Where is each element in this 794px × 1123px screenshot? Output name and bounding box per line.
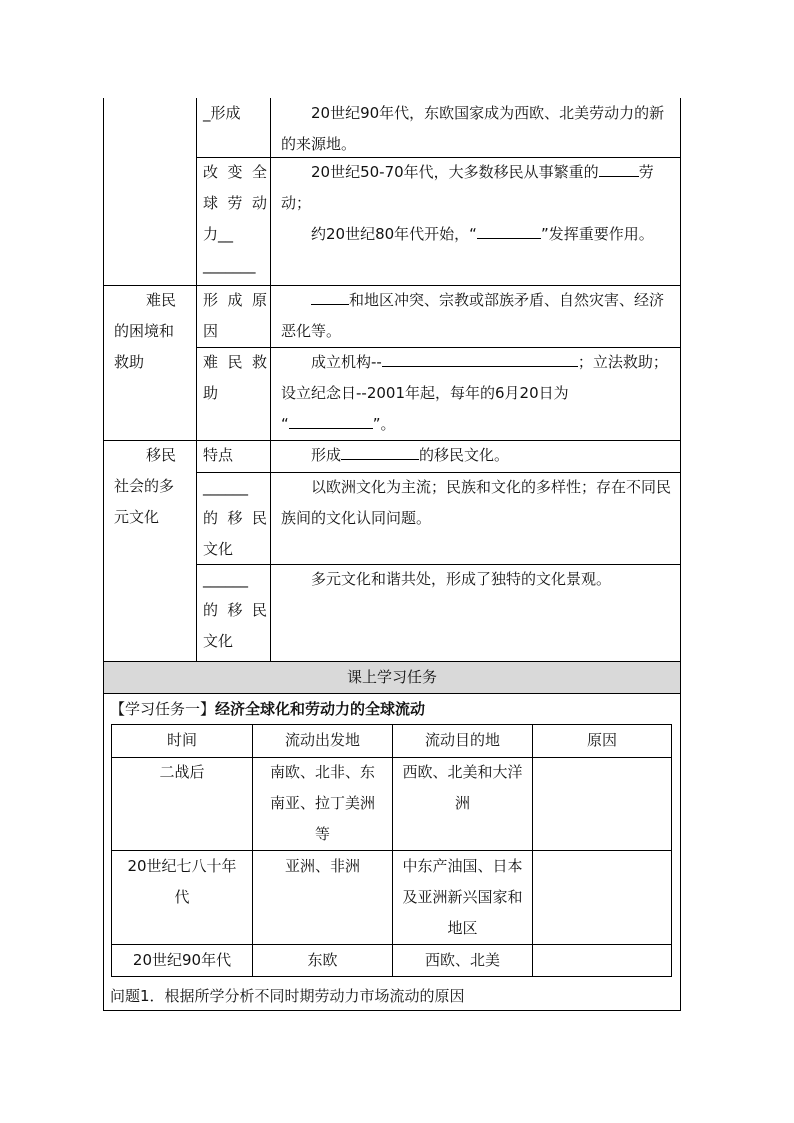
table-cell-destination xyxy=(393,757,532,819)
row2-text: ”发挥重要作用。 xyxy=(540,225,654,243)
grid-line xyxy=(270,98,271,662)
fill-blank[interactable] xyxy=(289,410,373,429)
header-destination: 流动目的地 xyxy=(424,731,500,749)
row2-sub-line: _______ xyxy=(203,256,256,274)
row6-sub-line: ______ xyxy=(203,478,248,496)
question-1: 问题1．根据所学分析不同时期劳动力市场流动的原因 xyxy=(110,987,465,1005)
grid-line xyxy=(671,724,672,977)
table-cell-origin xyxy=(253,757,392,850)
row2-text: 劳动； xyxy=(281,163,654,212)
row5-subcategory: 特点 xyxy=(203,446,234,464)
task-title: 经济全球化和劳动力的全球流动 xyxy=(215,700,426,718)
cell-line: 代 xyxy=(174,888,190,906)
row7-sub-line: 的移民 xyxy=(203,601,267,619)
header-reason: 原因 xyxy=(586,731,617,749)
row5-text: 的移民文化。 xyxy=(419,446,510,464)
cell-line: 地区 xyxy=(447,919,478,937)
table-cell-time: 二战后 xyxy=(159,763,205,781)
section-banner: 课上学习任务 xyxy=(104,662,680,693)
row4-subcategory xyxy=(203,347,267,409)
cell-line: 等 xyxy=(314,825,330,843)
row5-content xyxy=(281,440,671,471)
table-cell-origin: 亚洲、非洲 xyxy=(284,857,360,875)
row6-sub-line: 的移民 xyxy=(203,509,267,527)
row6-content: 以欧洲文化为主流；民族和文化的多样性；存在不同民族间的文化认同问题。 xyxy=(281,478,672,527)
category-line: 难民 xyxy=(146,291,177,309)
row3-subcategory xyxy=(203,285,267,347)
grid-line xyxy=(532,724,533,977)
row2-sub-line: 球劳动 xyxy=(203,194,267,212)
category-line: 社会的多 xyxy=(114,477,175,495)
worksheet-page xyxy=(103,98,681,1011)
row2-sub-line: 力__ xyxy=(203,225,234,243)
row7-sub-line: ______ xyxy=(203,570,248,588)
fill-blank[interactable] xyxy=(477,220,541,239)
row2-sub-line: 改变全 xyxy=(203,163,267,181)
category-line: 救助 xyxy=(114,353,145,371)
row4-text: “ xyxy=(281,415,289,433)
cell-line: 20世纪七八十年 xyxy=(127,857,237,875)
row3-sub-line: 因 xyxy=(203,322,219,340)
category-immigrant xyxy=(114,440,196,533)
row1-content: 20世纪90年代，东欧国家成为西欧、北美劳动力的新的来源地。 xyxy=(281,104,665,153)
fill-blank[interactable] xyxy=(341,441,419,460)
table-cell-origin: 东欧 xyxy=(307,951,338,969)
header-time: 时间 xyxy=(166,731,197,749)
row4-sub-line: 难民救 xyxy=(203,353,267,371)
cell-line: 西欧、北美和大洋 xyxy=(402,763,523,781)
table-cell-time xyxy=(112,851,252,913)
fill-blank[interactable] xyxy=(311,286,349,305)
row3-content xyxy=(281,285,671,347)
task-bracket: 【学习任务一】 xyxy=(110,700,216,718)
cell-line: 洲 xyxy=(454,794,470,812)
fill-blank[interactable] xyxy=(599,158,639,177)
row2-text: 约20世纪80年代开始，“ xyxy=(311,225,477,243)
row6-subcategory xyxy=(203,472,267,565)
task-heading xyxy=(110,696,425,722)
row2-subcategory xyxy=(203,157,267,281)
table-cell-destination xyxy=(393,851,532,944)
category-line: 的困境和 xyxy=(114,322,175,340)
row4-sub-line: 助 xyxy=(203,384,219,402)
row4-content-c xyxy=(281,409,671,440)
row3-sub-line: 形成原 xyxy=(203,291,267,309)
category-line: 移民 xyxy=(146,446,177,464)
fill-blank[interactable] xyxy=(382,348,578,367)
row4-text: 成立机构-- xyxy=(311,353,382,371)
category-line: 元文化 xyxy=(114,508,160,526)
row7-sub-line: 文化 xyxy=(203,632,234,650)
row6-sub-line: 文化 xyxy=(203,540,234,558)
cell-line: 中东产油国、日本 xyxy=(402,857,523,875)
table-cell-destination: 西欧、北美 xyxy=(424,951,500,969)
row2-content-a xyxy=(281,157,671,219)
cell-line: 南亚、拉丁美洲 xyxy=(269,794,375,812)
grid-line xyxy=(196,98,197,662)
table-cell-time: 20世纪90年代 xyxy=(132,951,232,969)
grid-line xyxy=(104,693,680,694)
row7-content: 多元文化和谐共处，形成了独特的文化景观。 xyxy=(311,570,612,588)
row1-subcategory: _形成 xyxy=(203,104,241,122)
category-refugee xyxy=(114,285,196,378)
row2-text: 20世纪50-70年代，大多数移民从事繁重的 xyxy=(311,163,599,181)
row5-text: 形成 xyxy=(311,446,342,464)
cell-line: 及亚洲新兴国家和 xyxy=(402,888,523,906)
row4-text: ”。 xyxy=(372,415,396,433)
row4-content xyxy=(281,347,671,409)
row4-text: ；立法救助；设立纪念日--2001年起，每年的6月20日为 xyxy=(281,353,668,402)
row7-subcategory xyxy=(203,564,267,657)
row3-text: 和地区冲突、宗教或部族矛盾、自然灾害、经济恶化等。 xyxy=(281,291,665,340)
row2-content-b xyxy=(281,219,671,250)
header-origin: 流动出发地 xyxy=(284,731,360,749)
cell-line: 南欧、北非、东 xyxy=(269,763,375,781)
